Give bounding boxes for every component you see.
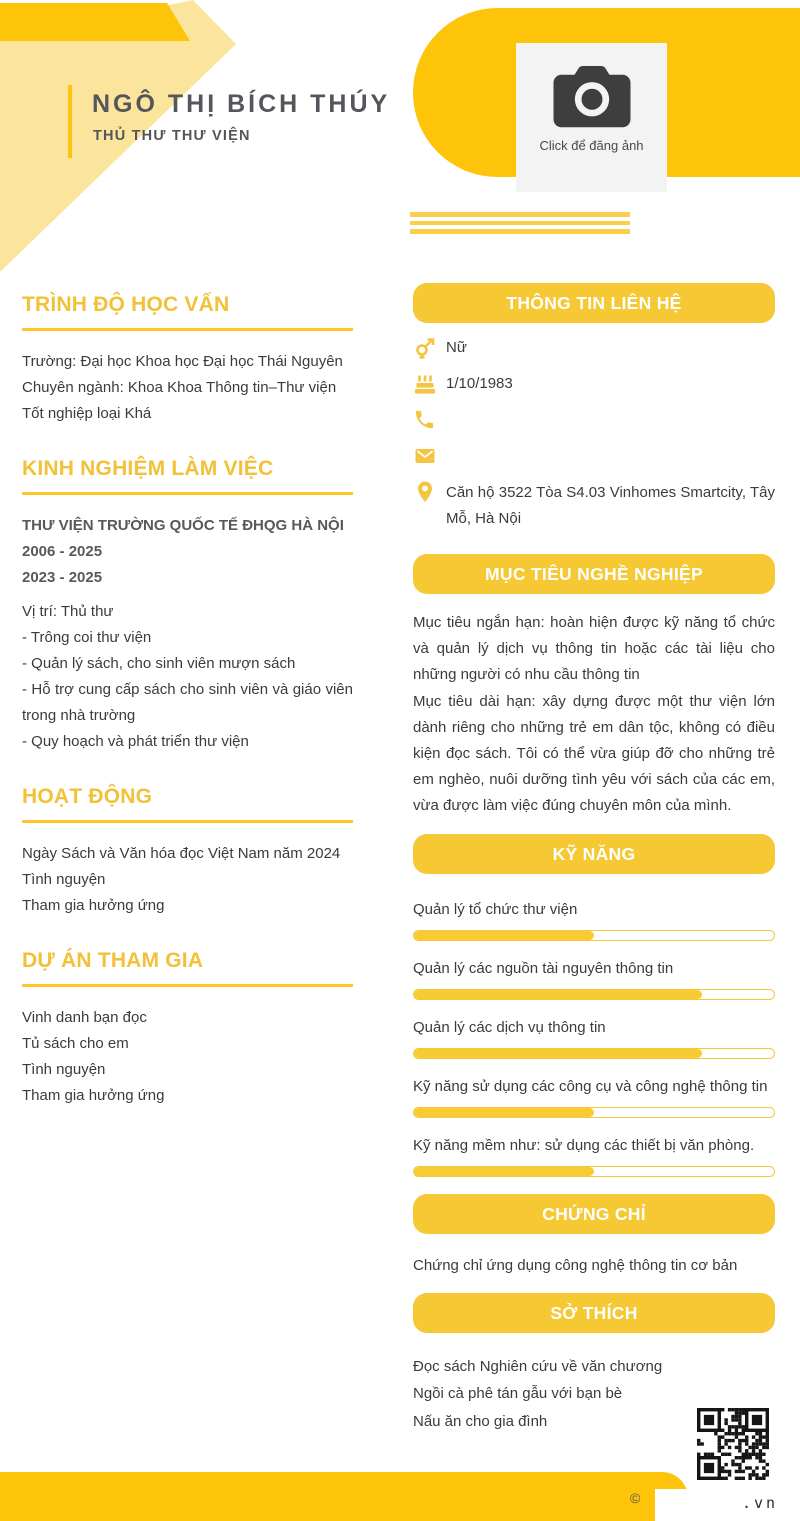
skill-item [413, 958, 775, 1000]
experience-company: THƯ VIỆN TRƯỜNG QUỐC TẾ ĐHQG HÀ NỘI [22, 517, 344, 534]
footer-white-patch [655, 1489, 800, 1521]
location-icon [413, 480, 437, 504]
section-heading-education: TRÌNH ĐỘ HỌC VẤN [22, 293, 230, 316]
skill-progress-bar [413, 989, 775, 1000]
contact-row-birthday [413, 372, 775, 396]
experience-duty: - Quy hoạch và phát triển thư viện [22, 733, 249, 750]
projects-block [22, 1005, 353, 1109]
skill-item [413, 1076, 775, 1118]
gender-value: Nữ [446, 339, 467, 356]
skill-progress-bar [413, 1166, 775, 1177]
education-line: Chuyên ngành: Khoa Khoa Thông tin–Thư viện [22, 379, 337, 396]
section-underline [22, 820, 353, 823]
skill-label: Kỹ năng mềm như: sử dụng các thiết bị văn phòng. [413, 1136, 755, 1154]
experience-position: Vị trí: Thủ thư [22, 603, 114, 620]
skill-item [413, 1135, 775, 1177]
skill-progress-bar [413, 1107, 775, 1118]
birthday-value: 1/10/1983 [446, 375, 513, 392]
hobby-line: Nấu ăn cho gia đình [413, 1412, 548, 1430]
hobby-line: Ngồi cà phê tán gẫu với bạn bè [413, 1385, 623, 1403]
experience-period: 2006 - 2025 [22, 543, 103, 560]
stripes-decoration [410, 212, 630, 238]
gender-icon [413, 336, 437, 360]
left-column [22, 293, 353, 1109]
name-accent-bar [68, 85, 72, 158]
section-underline [22, 328, 353, 331]
section-pill-hobbies: SỞ THÍCH [413, 1293, 775, 1333]
section-heading-experience: KINH NGHIỆM LÀM VIỆC [22, 457, 274, 480]
experience-duty: - Quản lý sách, cho sinh viên mượn sách [22, 655, 296, 672]
section-pill-skills: KỸ NĂNG [413, 834, 775, 874]
section-underline [22, 492, 353, 495]
contact-row-gender [413, 336, 775, 360]
skill-progress-bar [413, 930, 775, 941]
band-decoration [0, 3, 190, 41]
section-pill-contact: THÔNG TIN LIÊN HỆ [413, 283, 775, 323]
skill-label: Quản lý các dịch vụ thông tin [413, 1018, 606, 1036]
email-icon [413, 444, 437, 468]
activity-line: Tình nguyện [22, 871, 106, 888]
project-line: Vinh danh bạn đọc [22, 1009, 147, 1026]
objective-text [413, 610, 775, 820]
phone-icon [413, 408, 437, 432]
contact-row-email [413, 444, 775, 468]
section-underline [22, 984, 353, 987]
birthday-icon [413, 372, 437, 396]
activities-block [22, 841, 353, 919]
photo-caption: Click để đăng ảnh [539, 138, 644, 153]
address-value: Căn hộ 3522 Tòa S4.03 Vinhomes Smartcity, Tây Mỗ, Hà Nội [446, 484, 775, 527]
right-column [413, 283, 775, 1435]
section-heading-activities: HOẠT ĐỘNG [22, 785, 153, 808]
camera-icon [550, 43, 634, 134]
footer-bar-decoration [0, 1472, 688, 1521]
activity-line: Tham gia hưởng ứng [22, 897, 165, 914]
skills-list [413, 899, 775, 1177]
experience-duty: - Hỗ trợ cung cấp sách cho sinh viên và giáo viên trong nhà trường [22, 681, 353, 724]
section-pill-objective: MỤC TIÊU NGHỀ NGHIỆP [413, 554, 775, 594]
skill-progress-bar [413, 1048, 775, 1059]
education-block [22, 349, 353, 427]
skill-label: Quản lý tổ chức thư viện [413, 900, 578, 918]
objective-paragraph: Mục tiêu ngắn hạn: hoàn hiện được kỹ năng tổ chức và quản lý dịch vụ thông tin hoặc các tài liệu cho những người có nhu cầu thông tin [413, 614, 775, 684]
project-line: Tủ sách cho em [22, 1035, 129, 1052]
copyright-symbol: © [630, 1490, 641, 1506]
job-title: THỦ THƯ THƯ VIỆN [93, 128, 251, 144]
candidate-name: NGÔ THỊ BÍCH THÚY [92, 90, 391, 118]
section-heading-projects: DỰ ÁN THAM GIA [22, 949, 204, 972]
photo-upload-box[interactable] [516, 43, 667, 192]
contact-row-phone [413, 408, 775, 432]
project-line: Tình nguyện [22, 1061, 106, 1078]
qr-code [697, 1408, 769, 1480]
education-line: Trường: Đại học Khoa học Đại học Thái Nguyên [22, 353, 343, 370]
skill-item [413, 1017, 775, 1059]
skill-item [413, 899, 775, 941]
experience-block [22, 513, 353, 755]
activity-line: Ngày Sách và Văn hóa đọc Việt Nam năm 2024 [22, 845, 341, 862]
section-pill-certificates: CHỨNG CHỈ [413, 1194, 775, 1234]
skill-label: Kỹ năng sử dụng các công cụ và công nghệ thông tin [413, 1077, 768, 1095]
contact-list [413, 336, 775, 532]
experience-duty: - Trông coi thư viện [22, 629, 152, 646]
objective-paragraph: Mục tiêu dài hạn: xây dựng được một thư viện lớn dành riêng cho những trẻ em dân tộc, không có điều kiện đọc sách. Tôi có thể vừa giúp đỡ cho những trẻ em nghèo, nuôi dưỡng tình yêu với sách của các em, vừa được làm việc đúng chuyên môn của mình. [413, 692, 775, 815]
education-line: Tốt nghiệp loại Khá [22, 405, 152, 422]
project-line: Tham gia hưởng ứng [22, 1087, 165, 1104]
hobby-line: Đọc sách Nghiên cứu về văn chương [413, 1357, 663, 1375]
skill-label: Quản lý các nguồn tài nguyên thông tin [413, 959, 674, 977]
experience-period: 2023 - 2025 [22, 569, 103, 586]
certificate-line: Chứng chỉ ứng dụng công nghệ thông tin cơ bản [413, 1256, 738, 1274]
watermark-domain: .vn [742, 1494, 779, 1512]
contact-row-address [413, 480, 775, 532]
